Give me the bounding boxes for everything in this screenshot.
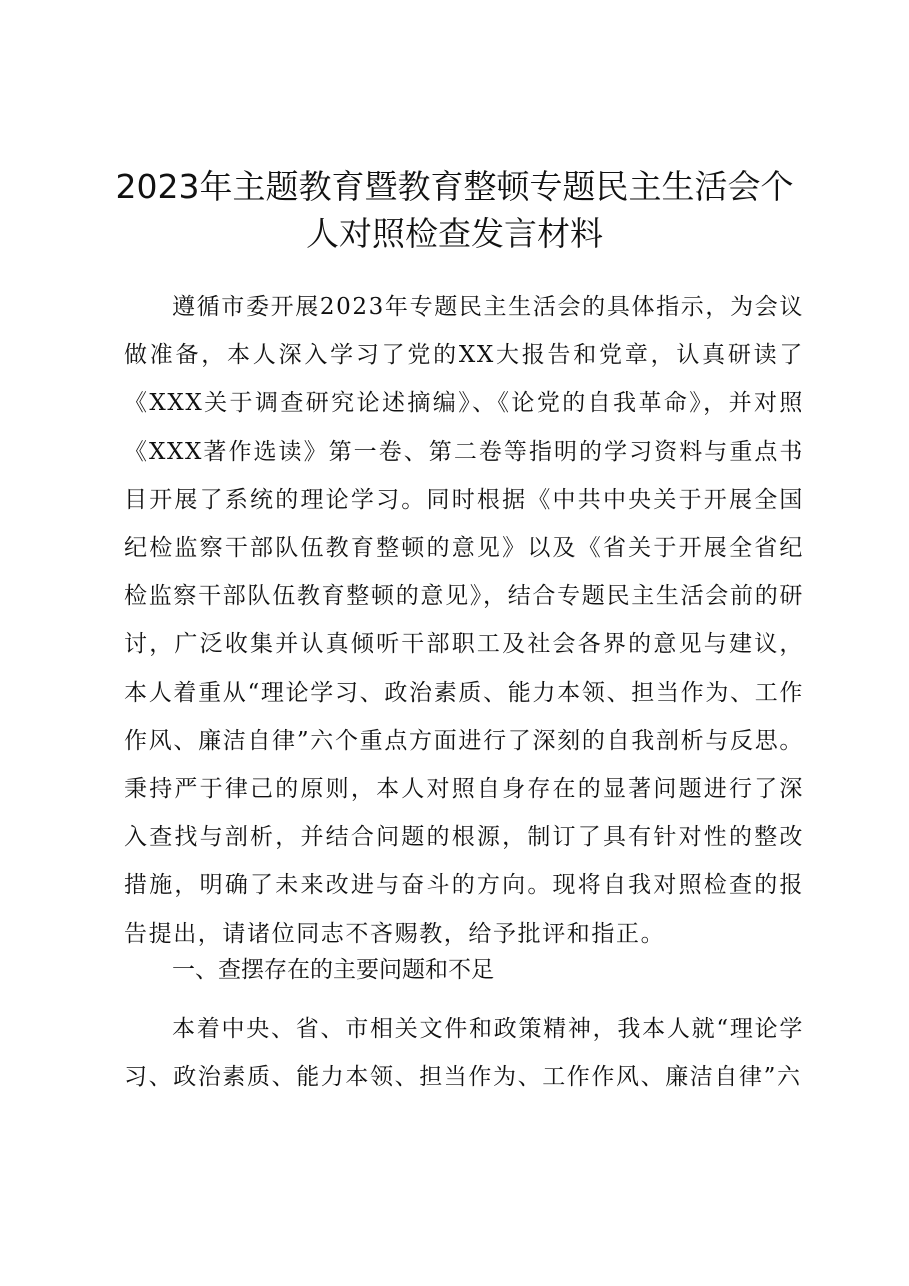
document-title <box>100 163 809 257</box>
intro-paragraph: 遵循市委开展2023年专题民主生活会的具体指示，为会议做准备，本人深入学习了党的XX大报告和党章，认真研读了《XXX关于调查研究论述摘编》、《论党的自我革命》，并对照《XXX著作选读》第一卷、第二卷等指明的学习资料与重点书目开展了系统的理论学习。同时根据《中共中央关于开展全国纪检监察干部队伍教育整顿的意见》以及《省关于开展全省纪检监察干部队伍教育整顿的意见》，结合专题民主生活会前的研讨，广泛收集并认真倾听干部职工及社会各界的意见与建议，本人着重从“理论学习、政治素质、能力本领、担当作为、工作作风、廉洁自律”六个重点方面进行了深刻的自我剖析与反思。秉持严于律己的原则，本人对照自身存在的显著问题进行了深入查找与剖析，并结合问题的根源，制订了具有针对性的整改措施，明确了未来改进与奋斗的方向。现将自我对照检查的报告提出，请诸位同志不吝赐教，给予批评和指正。 <box>124 294 804 947</box>
document-title-line-2: 人对照检查发言材料 <box>306 214 603 253</box>
document-title-line-1: 2023年主题教育暨教育整顿专题民主生活会个 <box>115 167 794 206</box>
section-heading-1: 一、查摆存在的主要问题和不足 <box>172 957 494 983</box>
section-1-paragraph: 本着中央、省、市相关文件和政策精神，我本人就“理论学习、政治素质、能力本领、担当作为、工作作风、廉洁自律”六 <box>124 1016 804 1091</box>
